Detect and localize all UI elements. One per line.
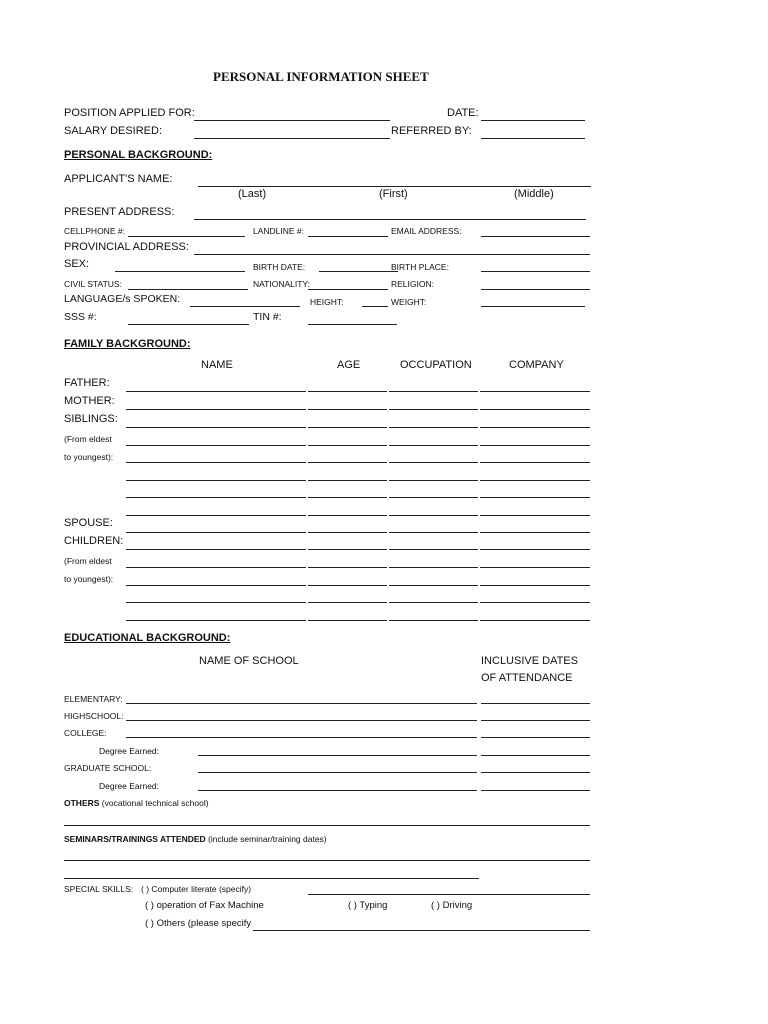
seminars-field[interactable]: [64, 860, 590, 861]
present-address-field[interactable]: [194, 219, 586, 220]
educational-background-heading: EDUCATIONAL BACKGROUND:: [64, 632, 231, 644]
family-age-field-row-3[interactable]: [308, 427, 387, 428]
college-label: COLLEGE:: [64, 728, 107, 738]
position-applied-field[interactable]: [194, 120, 390, 121]
family-occupation-field-row-2[interactable]: [389, 409, 478, 410]
weight-label: WEIGHT:: [391, 297, 427, 307]
family-name-field-row-2[interactable]: [126, 409, 306, 410]
family-occupation-field-row-10[interactable]: [389, 549, 478, 550]
family-occupation-field-row-9[interactable]: [389, 532, 478, 533]
family-occupation-field-row-1[interactable]: [389, 391, 478, 392]
family-occupation-field-row-3[interactable]: [389, 427, 478, 428]
seminars-note: (include seminar/training dates): [208, 834, 327, 844]
graduate-school-field[interactable]: [198, 772, 477, 773]
family-age-column-header: AGE: [337, 359, 361, 371]
family-company-field-row-6[interactable]: [480, 480, 590, 481]
birth-date-label: BIRTH DATE:: [253, 262, 306, 272]
fax-machine-option[interactable]: ( ) operation of Fax Machine: [145, 900, 264, 911]
personal-background-heading: PERSONAL BACKGROUND:: [64, 149, 213, 161]
seminars-field-2[interactable]: [64, 878, 479, 879]
others-school-note: (vocational technical school): [101, 798, 209, 808]
family-name-field-row-13[interactable]: [126, 602, 306, 603]
family-company-field-row-10[interactable]: [480, 549, 590, 550]
siblings-label: SIBLINGS:: [64, 413, 118, 425]
school-name-column-header: NAME OF SCHOOL: [199, 655, 299, 667]
birth-place-field[interactable]: [481, 271, 590, 272]
family-company-column-header: COMPANY: [509, 359, 564, 371]
college-degree-dates-field[interactable]: [481, 755, 590, 756]
elementary-label: ELEMENTARY:: [64, 694, 123, 704]
seminars-label: [64, 832, 327, 846]
family-occupation-field-row-6[interactable]: [389, 480, 478, 481]
family-occupation-field-row-4[interactable]: [389, 445, 478, 446]
religion-label: RELIGION:: [391, 279, 434, 289]
family-name-field-row-11[interactable]: [126, 567, 306, 568]
special-skills-label: SPECIAL SKILLS:: [64, 884, 134, 894]
family-company-field-row-12[interactable]: [480, 585, 590, 586]
email-label: EMAIL ADDRESS:: [391, 226, 462, 236]
others-skill-field[interactable]: [253, 930, 590, 931]
last-name-caption: (Last): [238, 188, 267, 200]
family-age-field-row-8[interactable]: [308, 515, 387, 516]
highschool-dates-field[interactable]: [481, 720, 590, 721]
family-background-heading: FAMILY BACKGROUND:: [64, 338, 191, 350]
family-occupation-field-row-12[interactable]: [389, 585, 478, 586]
height-field[interactable]: [362, 306, 388, 307]
siblings-order-note: (From eldest: [64, 434, 112, 444]
family-occupation-field-row-14[interactable]: [389, 620, 478, 621]
tin-field[interactable]: [308, 324, 397, 325]
elementary-dates-field[interactable]: [481, 703, 590, 704]
family-occupation-field-row-13[interactable]: [389, 602, 478, 603]
cellphone-field[interactable]: [128, 236, 245, 237]
college-degree-field[interactable]: [198, 755, 477, 756]
inclusive-dates-column-header: INCLUSIVE DATES: [481, 655, 578, 667]
sex-field[interactable]: [115, 271, 245, 272]
family-name-field-row-7[interactable]: [126, 497, 306, 498]
family-age-field-row-10[interactable]: [308, 549, 387, 550]
family-name-field-row-9[interactable]: [126, 532, 306, 533]
family-company-field-row-11[interactable]: [480, 567, 590, 568]
family-company-field-row-8[interactable]: [480, 515, 590, 516]
family-occupation-field-row-11[interactable]: [389, 567, 478, 568]
tin-label: TIN #:: [253, 311, 282, 323]
religion-field[interactable]: [481, 289, 590, 290]
family-company-field-row-7[interactable]: [480, 497, 590, 498]
family-company-field-row-1[interactable]: [480, 391, 590, 392]
position-applied-label: POSITION APPLIED FOR:: [64, 107, 195, 119]
college-school-field[interactable]: [126, 737, 477, 738]
page-title: PERSONAL INFORMATION SHEET: [213, 69, 429, 84]
landline-field[interactable]: [308, 236, 388, 237]
family-age-field-row-7[interactable]: [308, 497, 387, 498]
birth-date-field[interactable]: [319, 271, 398, 272]
others-school-label-bold: OTHERS: [64, 798, 100, 808]
sss-field[interactable]: [128, 324, 249, 325]
birth-place-label: BIRTH PLACE:: [391, 262, 449, 272]
highschool-label: HIGHSCHOOL:: [64, 711, 124, 721]
family-company-field-row-4[interactable]: [480, 445, 590, 446]
family-company-field-row-14[interactable]: [480, 620, 590, 621]
civil-status-label: CIVIL STATUS:: [64, 279, 122, 289]
family-age-field-row-9[interactable]: [308, 532, 387, 533]
referred-by-field[interactable]: [481, 138, 585, 139]
sex-label: SEX:: [64, 258, 90, 270]
family-name-field-row-14[interactable]: [126, 620, 306, 621]
others-school-field[interactable]: [64, 825, 590, 826]
nationality-field[interactable]: [308, 289, 388, 290]
family-occupation-column-header: OCCUPATION: [400, 359, 472, 371]
middle-name-caption: (Middle): [514, 188, 554, 200]
date-label: DATE:: [447, 107, 479, 119]
family-age-field-row-2[interactable]: [308, 409, 387, 410]
spouse-label: SPOUSE:: [64, 517, 113, 529]
typing-option[interactable]: ( ) Typing: [348, 900, 388, 911]
father-label: FATHER:: [64, 377, 110, 389]
others-skill-option[interactable]: ( ) Others (please specify: [145, 918, 252, 929]
height-label: HEIGHT:: [310, 297, 344, 307]
family-name-column-header: NAME: [201, 359, 233, 371]
graduate-degree-label: Degree Earned:: [99, 781, 160, 791]
family-age-field-row-12[interactable]: [308, 585, 387, 586]
referred-by-label: REFERRED BY:: [391, 125, 472, 137]
salary-label: SALARY DESIRED:: [64, 125, 163, 137]
nationality-label: NATIONALITY:: [253, 279, 310, 289]
family-occupation-field-row-8[interactable]: [389, 515, 478, 516]
seminars-label-bold: SEMINARS/TRAININGS ATTENDED: [64, 834, 206, 844]
mother-label: MOTHER:: [64, 395, 115, 407]
email-field[interactable]: [481, 236, 590, 237]
family-company-field-row-2[interactable]: [480, 409, 590, 410]
family-age-field-row-1[interactable]: [308, 391, 387, 392]
graduate-dates-field[interactable]: [481, 772, 590, 773]
computer-literate-option[interactable]: ( ) Computer literate (specify): [141, 884, 252, 894]
provincial-address-label: PROVINCIAL ADDRESS:: [64, 241, 189, 253]
provincial-address-field[interactable]: [194, 254, 590, 255]
first-name-caption: (First): [379, 188, 408, 200]
graduate-degree-dates-field[interactable]: [481, 790, 590, 791]
children-label: CHILDREN:: [64, 535, 124, 547]
weight-field[interactable]: [481, 306, 585, 307]
salary-field[interactable]: [194, 138, 390, 139]
date-field[interactable]: [481, 120, 585, 121]
family-company-field-row-5[interactable]: [480, 462, 590, 463]
children-order-note-2: to youngest):: [64, 574, 114, 584]
family-age-field-row-4[interactable]: [308, 445, 387, 446]
others-school-label: [64, 796, 209, 810]
family-company-field-row-9[interactable]: [480, 532, 590, 533]
family-age-field-row-14[interactable]: [308, 620, 387, 621]
computer-literate-field[interactable]: [308, 894, 590, 895]
languages-label: LANGUAGE/s SPOKEN:: [64, 293, 181, 305]
family-name-field-row-5[interactable]: [126, 462, 306, 463]
family-company-field-row-3[interactable]: [480, 427, 590, 428]
applicant-name-label: APPLICANT'S NAME:: [64, 173, 173, 185]
highschool-school-field[interactable]: [126, 720, 477, 721]
family-age-field-row-11[interactable]: [308, 567, 387, 568]
family-name-field-row-3[interactable]: [126, 427, 306, 428]
family-occupation-field-row-7[interactable]: [389, 497, 478, 498]
graduate-school-label: GRADUATE SCHOOL:: [64, 763, 152, 773]
driving-option[interactable]: ( ) Driving: [431, 900, 473, 911]
attendance-column-header: OF ATTENDANCE: [481, 672, 573, 684]
family-name-field-row-4[interactable]: [126, 445, 306, 446]
present-address-label: PRESENT ADDRESS:: [64, 206, 175, 218]
elementary-school-field[interactable]: [126, 703, 477, 704]
languages-field[interactable]: [190, 306, 300, 307]
graduate-degree-field[interactable]: [198, 790, 477, 791]
siblings-order-note-2: to youngest):: [64, 452, 114, 462]
family-age-field-row-5[interactable]: [308, 462, 387, 463]
cellphone-label: CELLPHONE #:: [64, 226, 125, 236]
college-degree-label: Degree Earned:: [99, 746, 160, 756]
sss-label: SSS #:: [64, 311, 97, 323]
landline-label: LANDLINE #:: [253, 226, 305, 236]
children-order-note: (From eldest: [64, 556, 112, 566]
family-occupation-field-row-5[interactable]: [389, 462, 478, 463]
family-name-field-row-12[interactable]: [126, 585, 306, 586]
family-name-field-row-6[interactable]: [126, 480, 306, 481]
family-name-field-row-10[interactable]: [126, 549, 306, 550]
family-company-field-row-13[interactable]: [480, 602, 590, 603]
college-dates-field[interactable]: [481, 737, 590, 738]
civil-status-field[interactable]: [128, 289, 248, 290]
family-age-field-row-13[interactable]: [308, 602, 387, 603]
family-age-field-row-6[interactable]: [308, 480, 387, 481]
family-name-field-row-8[interactable]: [126, 515, 306, 516]
family-name-field-row-1[interactable]: [126, 391, 306, 392]
